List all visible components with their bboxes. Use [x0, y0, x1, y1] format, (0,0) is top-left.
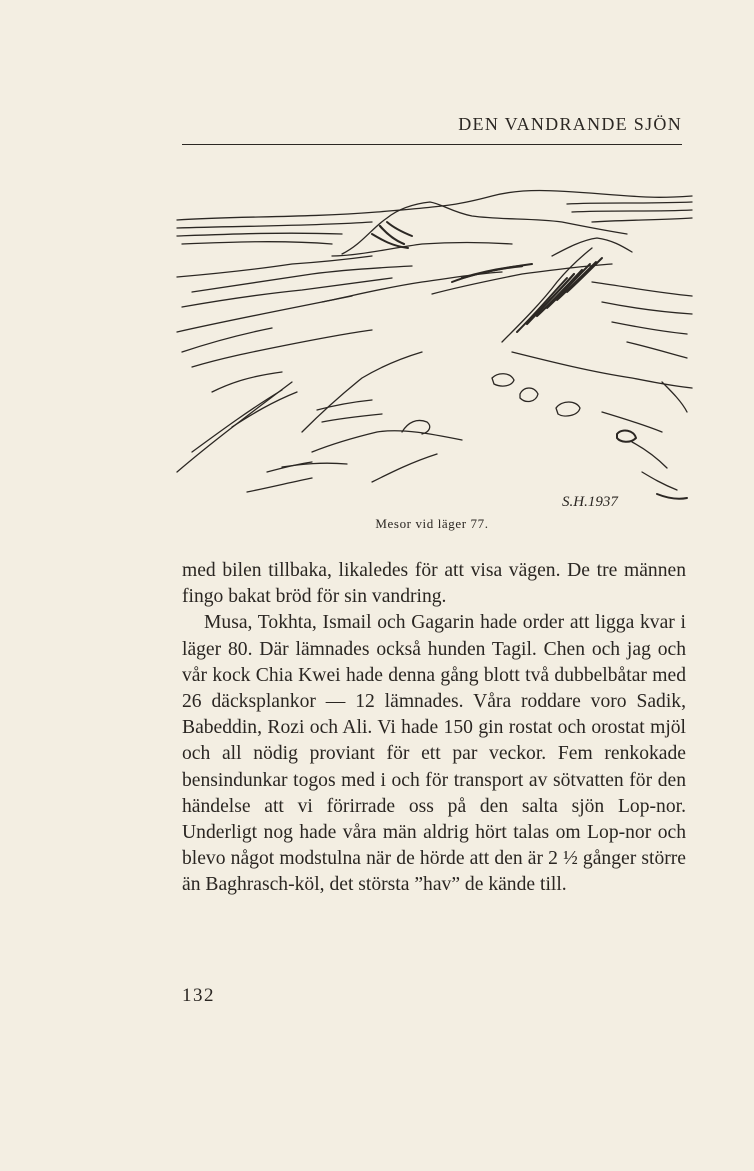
page-number: 132 [182, 985, 215, 1006]
mesa-landscape-illustration [172, 182, 697, 517]
paragraph: Musa, Tokhta, Ismail och Gagarin hade order att ligga kvar i läger 80. Där lämnades också hunden Tagil. Chen och jag och vår kock Chia Kwei hade denna gång blott två dubbelbåtar med 26 däcksplankor — 12 lämnades. Våra roddare voro Sadik, Babeddin, Rozi och Ali. Vi hade 150 gin rostat och orostat mjöl och all nödig proviant för ett par veckor. Fem renkokade bensindunkar togos med i och för transport av sötvatten för den händelse att vi förirrade oss på den salta sjön Lop-nor. Underligt nog hade våra män aldrig hört talas om Lop-nor och blevo något modstulna när de hörde att den är 2 ½ gånger större än Baghrasch-köl, det största ”hav” de kände till. [182, 612, 686, 896]
paragraph-continuation: med bilen tillbaka, likaledes för att visa vägen. De tre männen fingo bakat bröd för sin vandring. [182, 560, 686, 608]
header-rule [182, 144, 682, 145]
running-head: DEN VANDRANDE SJÖN [458, 114, 682, 134]
artist-signature: S.H.1937 [562, 494, 618, 510]
illustration-caption: Mesor vid läger 77. [375, 516, 489, 531]
body-text [182, 558, 686, 899]
